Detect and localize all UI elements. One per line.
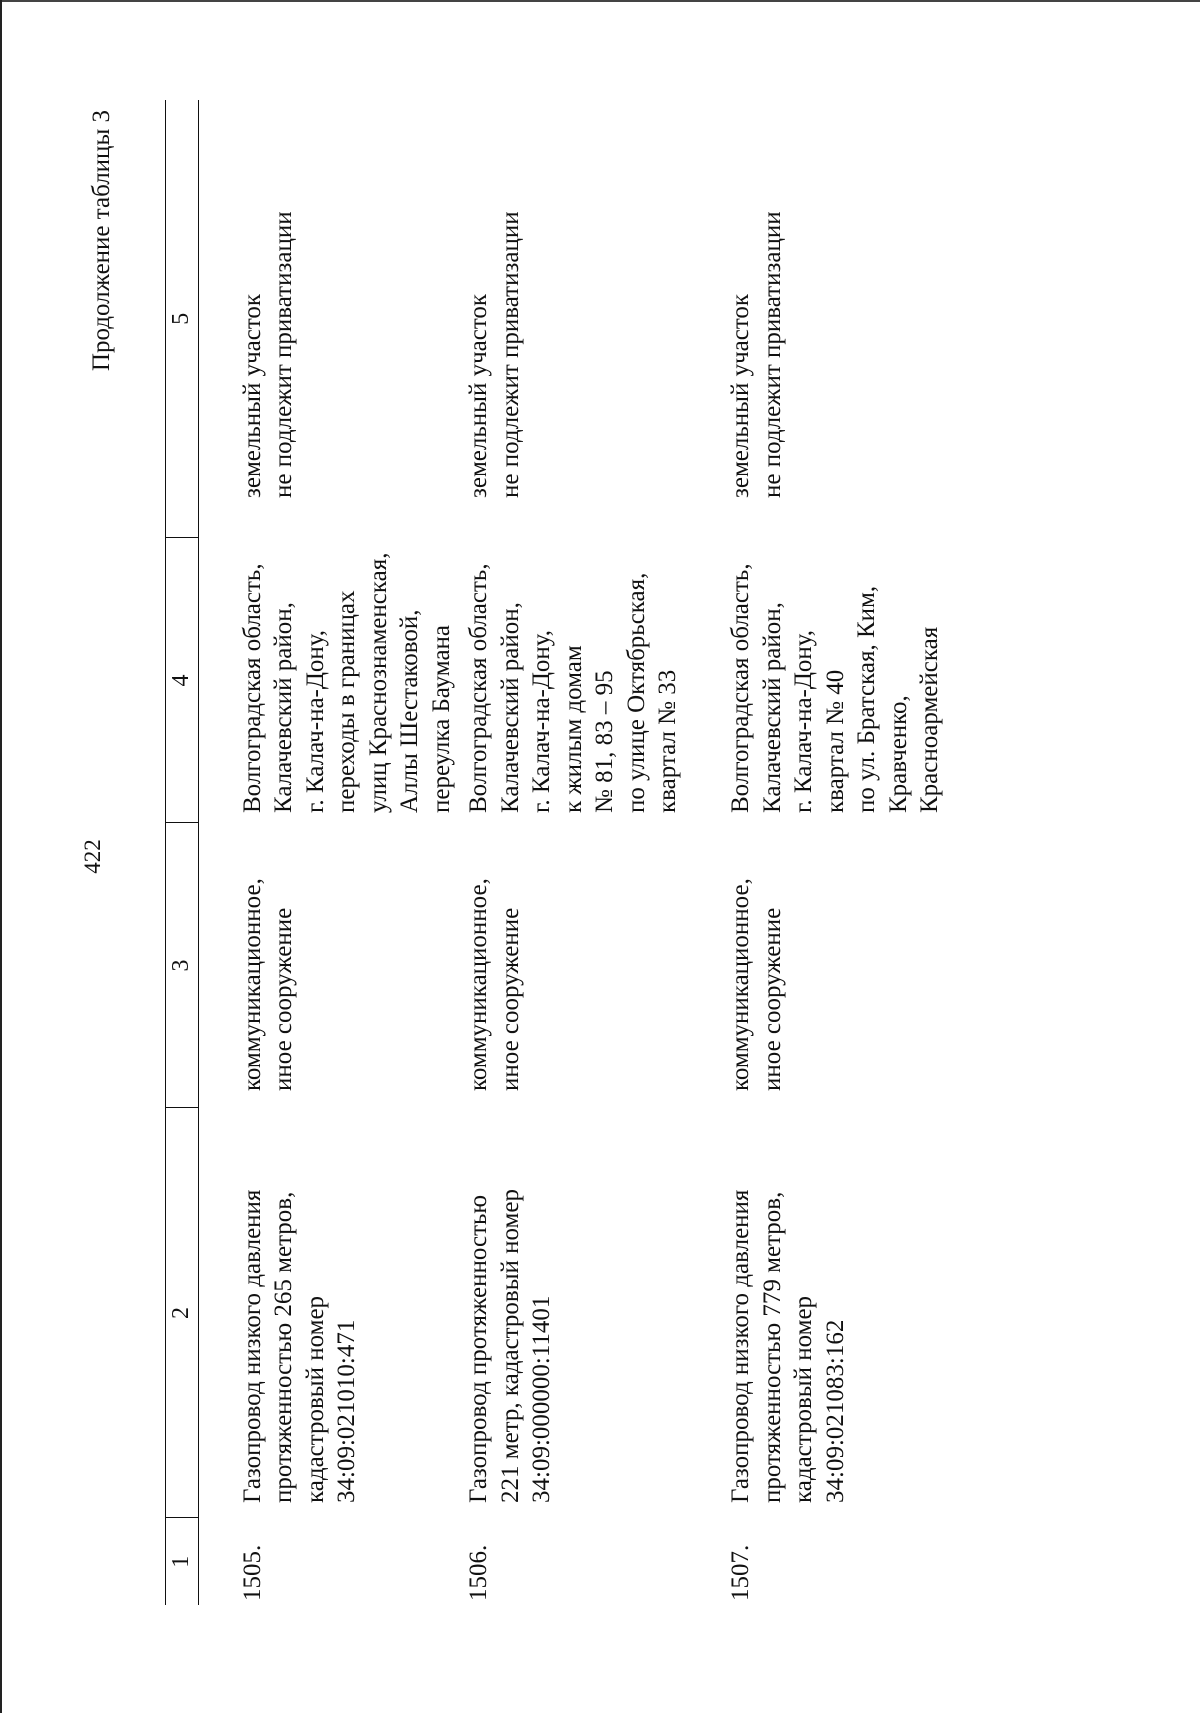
object-address: Волгоградская область, Калачевский район, г. Калач-на-Дону, переходы в границах улиц Краснознаменская, Аллы Шестаковой, переулка Баумана [238,552,455,813]
column-header-5: 5 [166,100,199,538]
row-number: 1506. [465,1544,492,1601]
header-row [166,100,199,1605]
table-row [725,100,987,1605]
column-header-4: 4 [166,538,199,823]
object-name: Газопровод низкого давления протяженностью 779 метров, кадастровый номер 34:09:021083:162 [727,1189,849,1503]
object-note: земельный участок не подлежит приватизации [238,211,297,498]
object-type: коммуникационное, иное сооружение [238,878,297,1091]
registry-table [165,100,987,1605]
object-name: Газопровод протяженностью 221 метр, кадастровый номер 34:09:000000:11401 [465,1189,555,1503]
object-address: Волгоградская область, Калачевский район, г. Калач-на-Дону, квартал № 40 по ул. Братская, Ким, Кравченко, Красноармейская [727,563,943,813]
object-type: коммуникационное, иное сооружение [465,878,524,1091]
object-note: земельный участок не подлежит приватизации [727,211,786,498]
table-row [463,100,725,1605]
row-number: 1507. [727,1544,754,1601]
object-type: коммуникационное, иное сооружение [727,878,786,1091]
object-note: земельный участок не подлежит приватизации [465,211,524,498]
column-header-1: 1 [166,1518,199,1605]
page-number: 422 [80,839,105,874]
object-name: Газопровод низкого давления протяженностью 265 метров, кадастровый номер 34:09:021010:471 [238,1189,360,1503]
column-header-2: 2 [166,1108,199,1518]
object-address: Волгоградская область, Калачевский район, г. Калач-на-Дону, к жилым домам № 81, 83 – 95 по улице Октябрьская, квартал № 33 [465,563,681,813]
table-row [198,100,463,1605]
table-caption: Продолжение таблицы 3 [88,110,115,372]
row-number: 1505. [238,1544,266,1601]
column-header-3: 3 [166,823,199,1108]
